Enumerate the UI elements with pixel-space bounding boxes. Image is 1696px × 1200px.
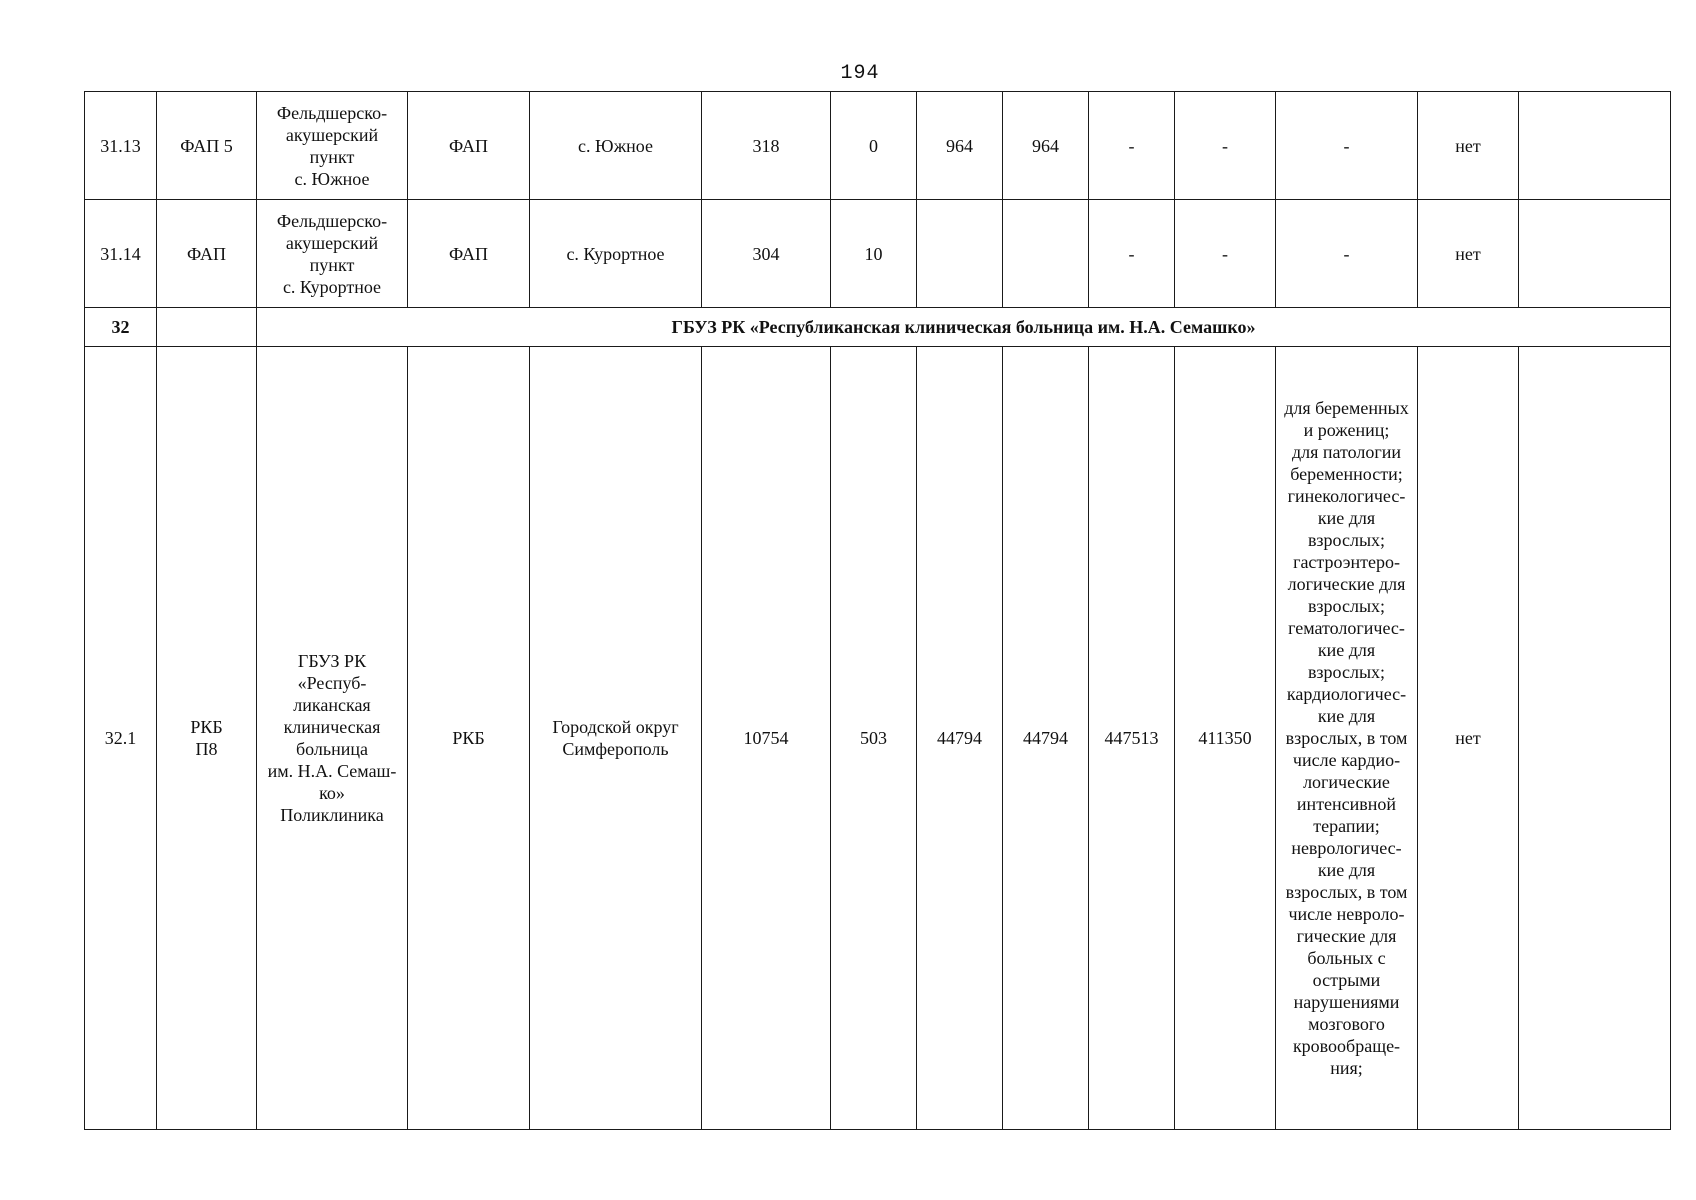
value-cell: 318	[702, 92, 831, 200]
row-number-cell: 32.1	[85, 347, 157, 1130]
table-row	[85, 92, 1671, 200]
value-cell	[1003, 200, 1089, 308]
value-cell: 447513	[1089, 347, 1175, 1130]
empty-cell	[157, 308, 257, 347]
value-cell: -	[1089, 92, 1175, 200]
flag-cell: нет	[1418, 200, 1519, 308]
value-cell: 44794	[1003, 347, 1089, 1130]
value-cell: 964	[1003, 92, 1089, 200]
flag-cell: нет	[1418, 347, 1519, 1130]
value-cell: 0	[831, 92, 917, 200]
facilities-table	[84, 91, 1671, 1130]
section-header-row	[85, 308, 1671, 347]
location-cell: Городской округ Симферополь	[530, 347, 702, 1130]
value-cell: 10754	[702, 347, 831, 1130]
value-cell: 10	[831, 200, 917, 308]
type-cell: РКБ	[408, 347, 530, 1130]
page-number: 194	[840, 62, 880, 85]
value-cell: -	[1175, 92, 1276, 200]
extra-cell	[1519, 92, 1671, 200]
section-number: 32	[85, 308, 157, 347]
type-cell: ФАП	[408, 92, 530, 200]
location-cell: с. Южное	[530, 92, 702, 200]
table-row	[85, 200, 1671, 308]
row-number-cell: 31.13	[85, 92, 157, 200]
location-cell: с. Курортное	[530, 200, 702, 308]
profile-cell: -	[1276, 200, 1418, 308]
extra-cell	[1519, 347, 1671, 1130]
flag-cell: нет	[1418, 92, 1519, 200]
value-cell: -	[1089, 200, 1175, 308]
code-cell: ФАП 5	[157, 92, 257, 200]
profile-cell: для беременных и рожениц; для патологии беременности; гинекологичес- кие для взрослых; гастроэнтеро- логические для взрослых; гематологичес- кие для взрослых; кардиологичес- кие для взрослых, в том числе кардио- логические интенсивной терапии; неврологичес- кие для взрослых, в том числе невроло- гические для больных с острыми нарушениями мозгового кровообраще- ния;	[1276, 347, 1418, 1130]
name-cell: Фельдшерско- акушерский пункт с. Южное	[257, 92, 408, 200]
name-cell: Фельдшерско- акушерский пункт с. Курортное	[257, 200, 408, 308]
value-cell: 503	[831, 347, 917, 1130]
value-cell	[917, 200, 1003, 308]
row-number-cell: 31.14	[85, 200, 157, 308]
section-title: ГБУЗ РК «Республиканская клиническая больница им. Н.А. Семашко»	[257, 308, 1671, 347]
profile-cell: -	[1276, 92, 1418, 200]
type-cell: ФАП	[408, 200, 530, 308]
table-row	[85, 347, 1671, 1130]
value-cell: 411350	[1175, 347, 1276, 1130]
value-cell: -	[1175, 200, 1276, 308]
value-cell: 964	[917, 92, 1003, 200]
extra-cell	[1519, 200, 1671, 308]
value-cell: 304	[702, 200, 831, 308]
code-cell: РКБ П8	[157, 347, 257, 1130]
value-cell: 44794	[917, 347, 1003, 1130]
name-cell: ГБУЗ РК «Респуб- ликанская клиническая больница им. Н.А. Семаш- ко» Поликлиника	[257, 347, 408, 1130]
code-cell: ФАП	[157, 200, 257, 308]
